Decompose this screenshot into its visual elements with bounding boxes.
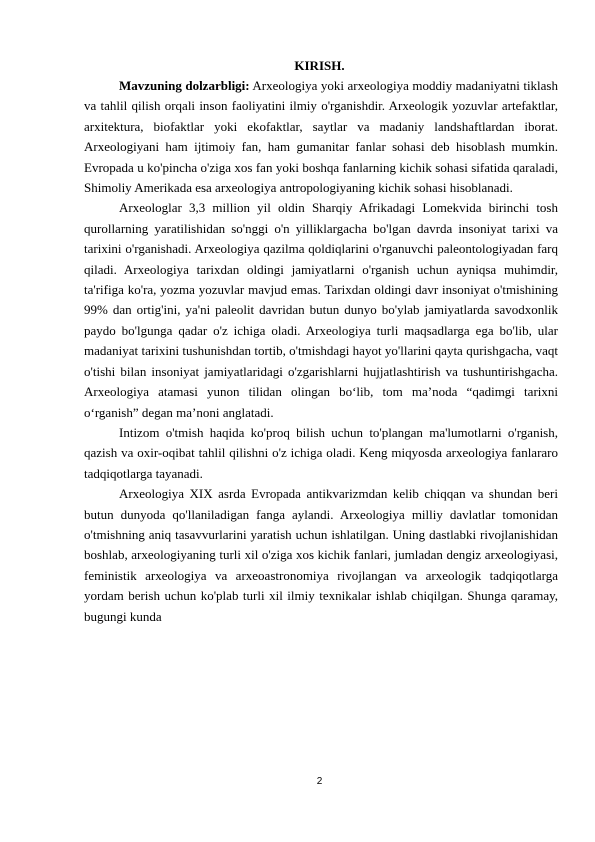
relevance-heading: Mavzuning dolzarbligi: <box>119 78 250 93</box>
paragraph-history: Arxeologiya XIX asrda Evropada antikvarizmdan kelib chiqqan va shundan beri butun dunyoda qo'llaniladigan fanga aylandi. Arxeologiya milliy davlatlar tomonidan o'tmishning aniq tasavvurlarini yaratish uchun ishlatilgan. Uning dastlabki rivojlanishidan boshlab, arxeologiyaning turli xil o'ziga xos kichik fanlari, jumladan dengiz arxeologiyasi, feministik arxeologiya va arxeoastronomiya rivojlangan va arxeologik tadqiqotlarga yordam berish uchun ko'plab turli xil ilmiy texnikalar ishlab chiqilgan. Shunga qaramay, bugungi kunda <box>84 486 558 624</box>
document-body <box>84 76 558 627</box>
paragraph-archaeologists: Arxeologlar 3,3 million yil oldin Sharqiy Afrikadagi Lomekvida birinchi tosh qurollarning yaratilishidan so'nggi o'n yilliklargacha bo'lgan davrda insoniyat tarixi va tarixini o'rganishadi. Arxeologiya qazilma qoldiqlarini o'rganuvchi paleontologiyadan farq qiladi. Arxeologiya tarixdan oldingi jamiyatlarni o'rganish uchun ayniqsa muhimdir, ta'rifiga ko'ra, yozma yozuvlar mavjud emas. Tarixdan oldingi davr insoniyat o'tmishining 99% dan ortig'ini, ya'ni paleolit davridan butun dunyo bo'ylab jamiyatlarda savodxonlik paydo bo'lgunga qadar o'z ichiga oladi. Arxeologiya turli maqsadlarga ega bo'lib, ular madaniyat tarixini tushunishdan tortib, o'tmishdagi hayot yo'llarini qayta qurishgacha, vaqt o'tishi bilan insoniyat jamiyatlaridagi o'zgarishlarni hujjatlashtirish va tushuntirishgacha. Arxeologiya atamasi yunon tilidan olingan bo‘lib, tom ma’noda “qadimgi tarixni o‘rganish” degan ma’noni anglatadi. <box>84 200 558 420</box>
paragraph-relevance <box>84 76 558 198</box>
paragraph-text: Arxeologiya yoki arxeologiya moddiy madaniyatni tiklash va tahlil qilish orqali inson faoliyatini ilmiy o'rganishdir. Arxeologik yozuvlar artefaktlar, arxitektura, biofaktlar yoki ekofaktlar, saytlar va madaniy landshaftlardan iborat. Arxeologiyani ham ijtimoiy fan, ham gumanitar fanlar sohasi deb hisoblash mumkin. Evropada u ko'pincha o'ziga xos fan yoki boshqa fanlarning kichik sohasi sifatida qaraladi, Shimoliy Amerikada esa arxeologiya antropologiyaning kichik sohasi hisoblanadi. <box>84 78 558 196</box>
page-number: 2 <box>316 776 323 787</box>
paragraph-discipline: Intizom o'tmish haqida ko'proq bilish uchun to'plangan ma'lumotlarni o'rganish, qazish va oxir-oqibat tahlil qilishni o'z ichiga oladi. Keng miqyosda arxeologiya fanlararo tadqiqotlarga tayanadi. <box>84 424 558 481</box>
page-title: KIRISH. <box>294 58 345 73</box>
